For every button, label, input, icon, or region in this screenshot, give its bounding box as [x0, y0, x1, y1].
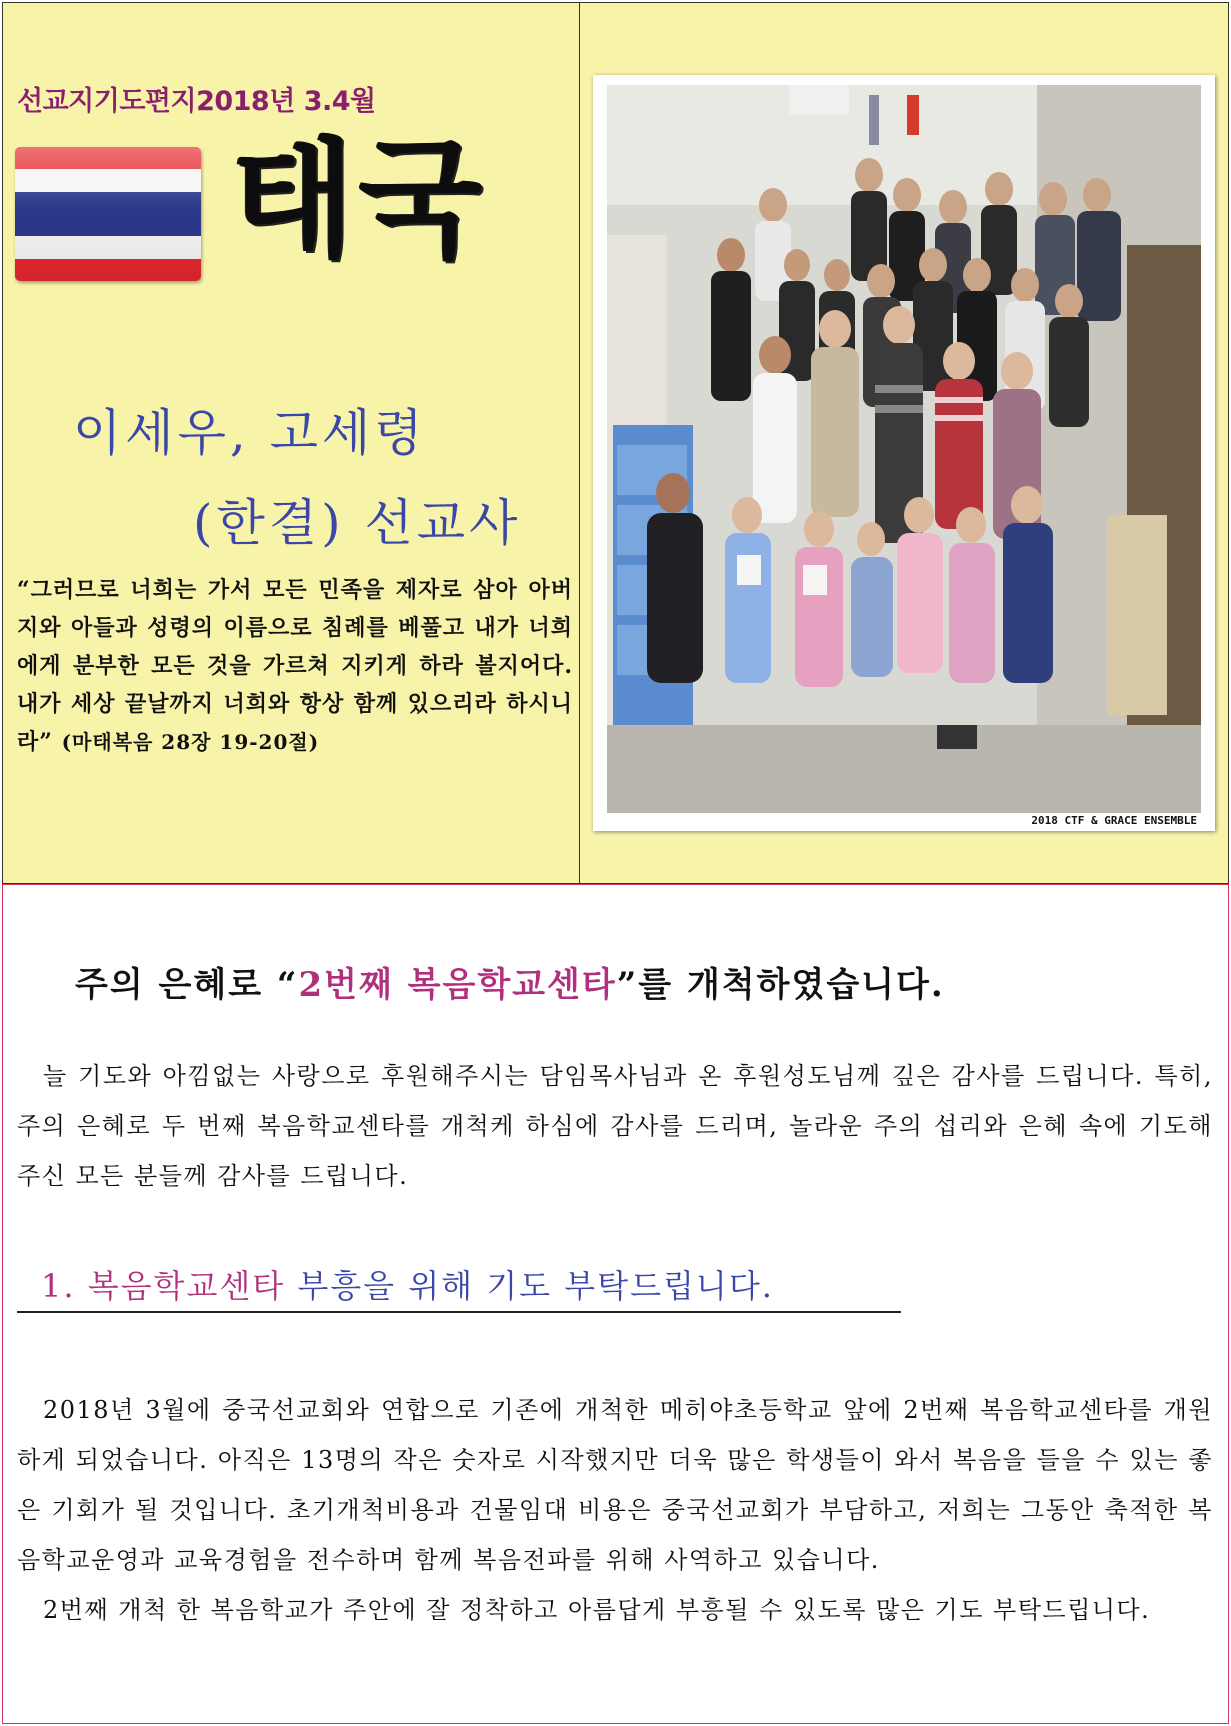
photo-panel	[580, 2, 1229, 884]
verse-text: “그러므로 너희는 가서 모든 민족을 제자로 삼아 아버지와 아들과 성령의 이름으로 침례를 베풀고 내가 너희에게 분부한 모든 것을 가르쳐 지키게 하라 볼지어다. 내가 세상 끝날까지 너희와 항상 함께 있으리라 하시니라”	[17, 577, 573, 755]
header-panel	[2, 2, 580, 884]
closing-paragraph-text: 2번째 개척 한 복음학교가 주안에 잘 정착하고 아름답게 부흥될 수 있도록 많은 기도 부탁드립니다.	[43, 1596, 1151, 1624]
photo-frame	[593, 75, 1215, 831]
section-rest: 부흥을 위해 기도 부탁드립니다.	[285, 1267, 774, 1305]
section-highlight: 복음학교센타	[87, 1267, 286, 1305]
thailand-flag-icon	[15, 147, 201, 281]
missionary-names: 이세우, 고세령	[73, 404, 427, 462]
section-paragraph-text: 2018년 3월에 중국선교회와 연합으로 기존에 개척한 메히야초등학교 앞에 2번째 복음학교센타를 개원하게 되었습니다. 아직은 13명의 작은 숫자로 시작했지만 더욱 많은 학생들이 와서 복음을 들을 수 있는 좋은 기회가 될 것입니다. 초기개척비용과 건물임대 비용은 중국선교회가 부담하고, 저희는 그동안 축적한 복음학교운영과 교육경험을 전수하며 함께 복음전파를 위해 사역하고 있습니다.	[17, 1396, 1213, 1574]
headline	[75, 957, 945, 1006]
headline-prefix: 주의 은혜로 “	[75, 965, 299, 1005]
verse-reference: (마태복음 28장 19-20절)	[61, 730, 320, 754]
section-paragraph	[17, 1385, 1213, 1635]
missionary-title: (한결) 선교사	[193, 494, 522, 552]
intro-paragraph-text: 늘 기도와 아낌없는 사랑으로 후원해주시는 담임목사님과 온 후원성도님께 깊은 감사를 드립니다. 특히, 주의 은혜로 두 번째 복음학교센타를 개척케 하심에 감사를 드리며, 놀라운 주의 섭리와 은혜 속에 기도해주신 모든 분들께 감사를 드립니다.	[17, 1062, 1213, 1190]
photo-caption: 2018 CTF & GRACE ENSEMBLE	[1031, 814, 1197, 827]
date-line: 선교지기도편지2018년 3.4월	[17, 86, 376, 117]
section-heading-1	[17, 1261, 901, 1313]
scripture-verse	[17, 571, 573, 761]
country-title: 태국	[231, 126, 487, 275]
content-panel	[2, 884, 1229, 1724]
headline-suffix: ”를 개척하였습니다.	[616, 965, 945, 1005]
headline-highlight: 2번째 복음학교센타	[298, 965, 617, 1005]
group-photo-illustration	[607, 85, 1201, 813]
section-number: 1.	[41, 1267, 88, 1305]
intro-paragraph	[17, 1051, 1213, 1201]
group-photo	[607, 85, 1201, 813]
